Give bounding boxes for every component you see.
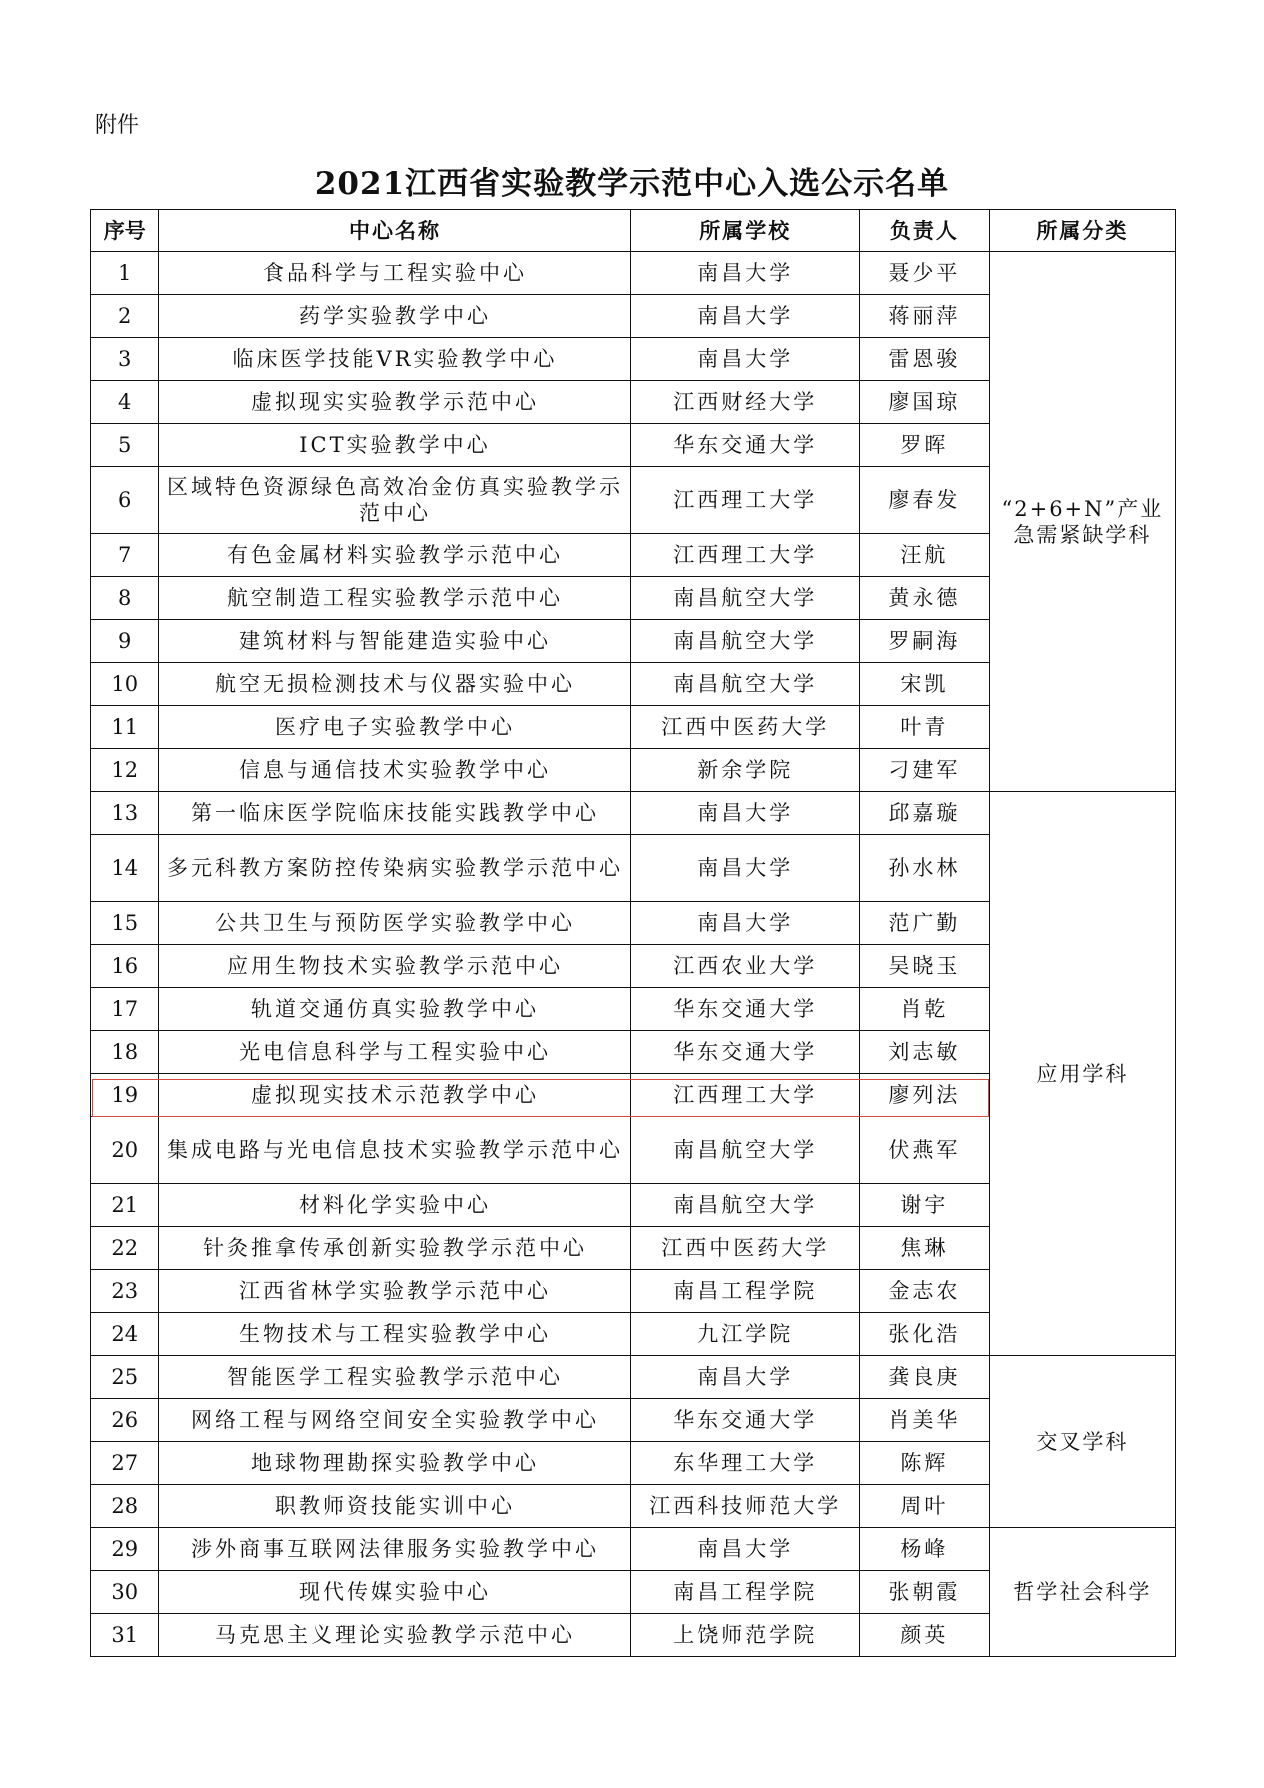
header-center-name: 中心名称 <box>159 210 631 252</box>
leader-cell: 伏燕军 <box>859 1117 989 1184</box>
leader-cell: 范广勤 <box>859 902 989 945</box>
row-index-cell: 13 <box>91 792 159 835</box>
header-index: 序号 <box>91 210 159 252</box>
leader-cell: 张化浩 <box>859 1313 989 1356</box>
leader-cell: 焦琳 <box>859 1227 989 1270</box>
leader-cell: 邱嘉璇 <box>859 792 989 835</box>
center-name-cell: 航空制造工程实验教学示范中心 <box>159 577 631 620</box>
leader-cell: 吴晓玉 <box>859 945 989 988</box>
category-cell: “2+6+N”产业急需紧缺学科 <box>989 252 1175 792</box>
center-name-cell: 智能医学工程实验教学示范中心 <box>159 1356 631 1399</box>
school-cell: 南昌大学 <box>631 338 859 381</box>
leader-cell: 聂少平 <box>859 252 989 295</box>
leader-cell: 肖乾 <box>859 988 989 1031</box>
center-name-cell: 网络工程与网络空间安全实验教学中心 <box>159 1399 631 1442</box>
leader-cell: 宋凯 <box>859 663 989 706</box>
row-index-cell: 25 <box>91 1356 159 1399</box>
center-name-cell: 集成电路与光电信息技术实验教学示范中心 <box>159 1117 631 1184</box>
row-index-cell: 8 <box>91 577 159 620</box>
center-name-cell: 有色金属材料实验教学示范中心 <box>159 534 631 577</box>
row-index-cell: 30 <box>91 1571 159 1614</box>
row-index-cell: 22 <box>91 1227 159 1270</box>
row-index-cell: 20 <box>91 1117 159 1184</box>
school-cell: 江西理工大学 <box>631 534 859 577</box>
leader-cell: 廖春发 <box>859 467 989 534</box>
school-cell: 江西中医药大学 <box>631 706 859 749</box>
row-index-cell: 29 <box>91 1528 159 1571</box>
leader-cell: 金志农 <box>859 1270 989 1313</box>
header-school: 所属学校 <box>631 210 859 252</box>
row-index-cell: 17 <box>91 988 159 1031</box>
school-cell: 南昌大学 <box>631 295 859 338</box>
center-name-cell: 光电信息科学与工程实验中心 <box>159 1031 631 1074</box>
table-header-row <box>91 210 1176 252</box>
row-index-cell: 4 <box>91 381 159 424</box>
school-cell: 南昌航空大学 <box>631 1184 859 1227</box>
row-index-cell: 7 <box>91 534 159 577</box>
row-index-cell: 14 <box>91 835 159 902</box>
leader-cell: 谢宇 <box>859 1184 989 1227</box>
leader-cell: 陈辉 <box>859 1442 989 1485</box>
row-index-cell: 16 <box>91 945 159 988</box>
header-category: 所属分类 <box>989 210 1175 252</box>
center-name-cell: 职教师资技能实训中心 <box>159 1485 631 1528</box>
center-name-cell: 针灸推拿传承创新实验教学示范中心 <box>159 1227 631 1270</box>
center-list-table <box>90 209 1176 1657</box>
table-body <box>91 252 1176 1657</box>
school-cell: 南昌大学 <box>631 1528 859 1571</box>
school-cell: 南昌工程学院 <box>631 1571 859 1614</box>
center-name-cell: ICT实验教学中心 <box>159 424 631 467</box>
row-index-cell: 24 <box>91 1313 159 1356</box>
school-cell: 江西财经大学 <box>631 381 859 424</box>
row-index-cell: 23 <box>91 1270 159 1313</box>
school-cell: 东华理工大学 <box>631 1442 859 1485</box>
row-index-cell: 18 <box>91 1031 159 1074</box>
row-index-cell: 6 <box>91 467 159 534</box>
leader-cell: 刘志敏 <box>859 1031 989 1074</box>
school-cell: 江西农业大学 <box>631 945 859 988</box>
leader-cell: 汪航 <box>859 534 989 577</box>
leader-cell: 廖国琼 <box>859 381 989 424</box>
center-name-cell: 涉外商事互联网法律服务实验教学中心 <box>159 1528 631 1571</box>
center-name-cell: 药学实验教学中心 <box>159 295 631 338</box>
center-name-cell: 临床医学技能VR实验教学中心 <box>159 338 631 381</box>
row-index-cell: 27 <box>91 1442 159 1485</box>
header-leader: 负责人 <box>859 210 989 252</box>
row-index-cell: 1 <box>91 252 159 295</box>
table-row <box>91 252 1176 295</box>
leader-cell: 罗晖 <box>859 424 989 467</box>
center-name-cell: 材料化学实验中心 <box>159 1184 631 1227</box>
leader-cell: 张朝霞 <box>859 1571 989 1614</box>
category-cell: 交叉学科 <box>989 1356 1175 1528</box>
category-cell: 应用学科 <box>989 792 1175 1356</box>
school-cell: 南昌航空大学 <box>631 620 859 663</box>
school-cell: 上饶师范学院 <box>631 1614 859 1657</box>
leader-cell: 雷恩骏 <box>859 338 989 381</box>
leader-cell: 杨峰 <box>859 1528 989 1571</box>
table-row <box>91 792 1176 835</box>
leader-cell: 肖美华 <box>859 1399 989 1442</box>
school-cell: 华东交通大学 <box>631 424 859 467</box>
row-index-cell: 2 <box>91 295 159 338</box>
center-name-cell: 轨道交通仿真实验教学中心 <box>159 988 631 1031</box>
school-cell: 南昌大学 <box>631 902 859 945</box>
leader-cell: 孙水林 <box>859 835 989 902</box>
center-name-cell: 现代传媒实验中心 <box>159 1571 631 1614</box>
leader-cell: 叶青 <box>859 706 989 749</box>
row-index-cell: 10 <box>91 663 159 706</box>
center-name-cell: 地球物理勘探实验教学中心 <box>159 1442 631 1485</box>
row-index-cell: 19 <box>91 1074 159 1117</box>
center-name-cell: 公共卫生与预防医学实验教学中心 <box>159 902 631 945</box>
leader-cell: 蒋丽萍 <box>859 295 989 338</box>
school-cell: 南昌大学 <box>631 792 859 835</box>
school-cell: 南昌航空大学 <box>631 663 859 706</box>
row-index-cell: 3 <box>91 338 159 381</box>
center-name-cell: 应用生物技术实验教学示范中心 <box>159 945 631 988</box>
center-name-cell: 信息与通信技术实验教学中心 <box>159 749 631 792</box>
table-row <box>91 1356 1176 1399</box>
row-index-cell: 21 <box>91 1184 159 1227</box>
row-index-cell: 31 <box>91 1614 159 1657</box>
page-title: 2021江西省实验教学示范中心入选公示名单 <box>314 166 950 202</box>
school-cell: 南昌航空大学 <box>631 1117 859 1184</box>
school-cell: 江西中医药大学 <box>631 1227 859 1270</box>
school-cell: 南昌大学 <box>631 1356 859 1399</box>
row-index-cell: 9 <box>91 620 159 663</box>
row-index-cell: 28 <box>91 1485 159 1528</box>
row-index-cell: 26 <box>91 1399 159 1442</box>
center-name-cell: 食品科学与工程实验中心 <box>159 252 631 295</box>
leader-cell: 周叶 <box>859 1485 989 1528</box>
row-index-cell: 11 <box>91 706 159 749</box>
school-cell: 江西理工大学 <box>631 1074 859 1117</box>
leader-cell: 龚良庚 <box>859 1356 989 1399</box>
row-index-cell: 15 <box>91 902 159 945</box>
center-name-cell: 多元科教方案防控传染病实验教学示范中心 <box>159 835 631 902</box>
school-cell: 九江学院 <box>631 1313 859 1356</box>
school-cell: 华东交通大学 <box>631 988 859 1031</box>
leader-cell: 廖列法 <box>859 1074 989 1117</box>
center-name-cell: 航空无损检测技术与仪器实验中心 <box>159 663 631 706</box>
school-cell: 江西理工大学 <box>631 467 859 534</box>
school-cell: 华东交通大学 <box>631 1399 859 1442</box>
center-name-cell: 第一临床医学院临床技能实践教学中心 <box>159 792 631 835</box>
center-name-cell: 建筑材料与智能建造实验中心 <box>159 620 631 663</box>
school-cell: 新余学院 <box>631 749 859 792</box>
school-cell: 南昌大学 <box>631 835 859 902</box>
center-name-cell: 生物技术与工程实验教学中心 <box>159 1313 631 1356</box>
center-name-cell: 医疗电子实验教学中心 <box>159 706 631 749</box>
center-name-cell: 虚拟现实技术示范教学中心 <box>159 1074 631 1117</box>
school-cell: 南昌航空大学 <box>631 577 859 620</box>
row-index-cell: 12 <box>91 749 159 792</box>
table-row <box>91 1528 1176 1571</box>
row-index-cell: 5 <box>91 424 159 467</box>
leader-cell: 刁建军 <box>859 749 989 792</box>
school-cell: 华东交通大学 <box>631 1031 859 1074</box>
leader-cell: 罗嗣海 <box>859 620 989 663</box>
school-cell: 南昌大学 <box>631 252 859 295</box>
leader-cell: 颜英 <box>859 1614 989 1657</box>
center-name-cell: 虚拟现实实验教学示范中心 <box>159 381 631 424</box>
center-name-cell: 江西省林学实验教学示范中心 <box>159 1270 631 1313</box>
category-cell: 哲学社会科学 <box>989 1528 1175 1657</box>
school-cell: 南昌工程学院 <box>631 1270 859 1313</box>
attachment-label: 附件 <box>95 113 140 138</box>
center-name-cell: 区域特色资源绿色高效冶金仿真实验教学示范中心 <box>159 467 631 534</box>
school-cell: 江西科技师范大学 <box>631 1485 859 1528</box>
leader-cell: 黄永德 <box>859 577 989 620</box>
center-name-cell: 马克思主义理论实验教学示范中心 <box>159 1614 631 1657</box>
